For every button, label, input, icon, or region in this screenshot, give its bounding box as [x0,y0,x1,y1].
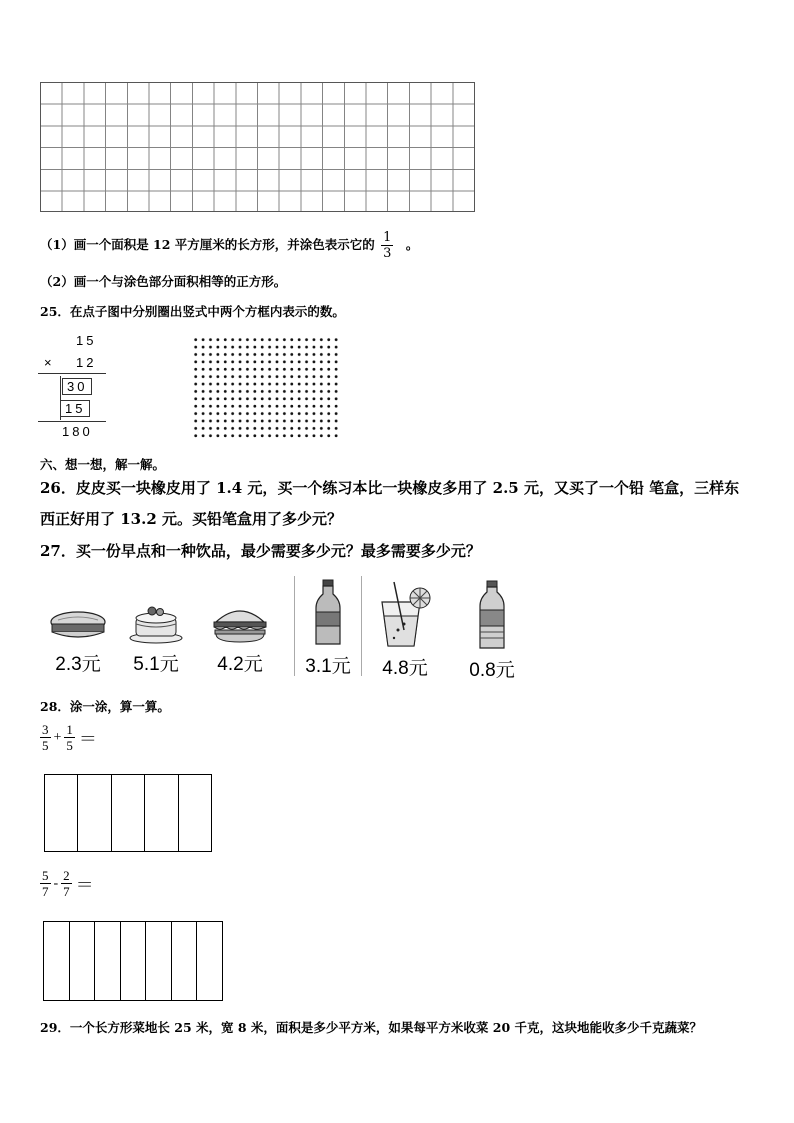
bar-part[interactable] [78,775,111,851]
dot-grid [192,336,340,440]
multiplicand: 15 [76,333,97,348]
bar-part[interactable] [44,922,70,1000]
q24-part1: （1）画一个面积是 12 平方厘米的长方形，并涂色表示它的 $\frac{1}{3}$ 。 [40,230,419,261]
bar-part[interactable] [145,775,178,851]
equation-1 [38,722,97,753]
bar-part[interactable] [197,922,222,1000]
q27-question: 27．买一份早点和一种饮品，最少需要多少元？最多需要多少元？ [40,542,481,560]
price-label: 5.1元 [133,654,179,675]
q24-part1-text: （1）画一个面积是 12 平方厘米的长方形，并涂色表示它的 [40,237,375,252]
bread-icon [48,608,108,644]
product-result: 180 [62,424,93,439]
product-water [464,580,520,682]
soda-bottle-icon [308,578,348,648]
product-cake [128,600,184,676]
section-heading: 六、想一想，解一解。 [40,457,166,472]
q25-question: 25．在点子图中分别圈出竖式中两个方框内表示的数。 [40,304,345,319]
q28-question: 28．涂一涂，算一算。 [40,699,170,714]
rule-line-2 [38,421,106,422]
q26-line2: 西正好用了 13.2 元。买铅笔盒用了多少元？ [40,510,342,528]
bar-part[interactable] [70,922,96,1000]
burger-icon [210,604,270,644]
q26-line1: 26．皮皮买一块橡皮用了 1.4 元，买一个练习本比一块橡皮多用了 2.5 元，又买了一个铅 笔盒，三样东 [40,479,740,497]
bar-part[interactable] [172,922,198,1000]
water-bottle-icon [474,580,510,650]
cake-icon [128,600,184,644]
rule-line-1 [38,373,106,374]
fraction-b: $\frac{2}{7}$ [63,868,70,899]
bar-part[interactable] [146,922,172,1000]
product-burger [210,604,270,676]
fraction-a: $\frac{3}{5}$ [42,722,49,753]
fraction-b: $\frac{1}{5}$ [66,722,73,753]
minus-sign: - [53,875,59,891]
bar-part[interactable] [121,922,147,1000]
bar-part[interactable] [45,775,78,851]
fraction-one-third: $\frac{1}{3}$ [383,230,392,261]
product-soda [294,576,362,676]
price-label: 4.8元 [382,658,428,679]
equals-sign: ＝ [78,728,97,749]
product-bread [48,608,108,676]
sevenths-bar[interactable] [43,921,223,1001]
price-label: 0.8元 [469,660,515,681]
q29-question: 29．一个长方形菜地长 25 米，宽 8 米，面积是多少平方米，如果每平方米收菜 20 千克，这块地能收多少千克蔬菜？ [40,1020,702,1035]
product-juice [374,580,436,680]
vertical-multiplication [38,333,108,441]
price-label: 4.2元 [217,654,263,675]
bar-part[interactable] [95,922,121,1000]
partial-product-box-2: 15 [60,400,90,417]
bar-part[interactable] [179,775,211,851]
q24-part2: （2）画一个与涂色部分面积相等的正方形。 [40,274,287,289]
plus-sign: + [53,729,62,745]
equation-2 [38,868,94,899]
fifths-bar[interactable] [44,774,212,852]
partial-product-box-1: 30 [62,378,92,395]
times-sign: × [44,355,55,370]
price-label: 2.3元 [55,654,101,675]
multiplier: 12 [76,355,97,370]
bracket-line [60,376,61,420]
bar-part[interactable] [112,775,145,851]
juice-glass-icon [374,580,436,648]
fraction-a: $\frac{5}{7}$ [42,868,49,899]
price-label: 3.1元 [305,656,351,677]
equals-sign: ＝ [75,874,94,895]
square-grid [40,82,475,212]
